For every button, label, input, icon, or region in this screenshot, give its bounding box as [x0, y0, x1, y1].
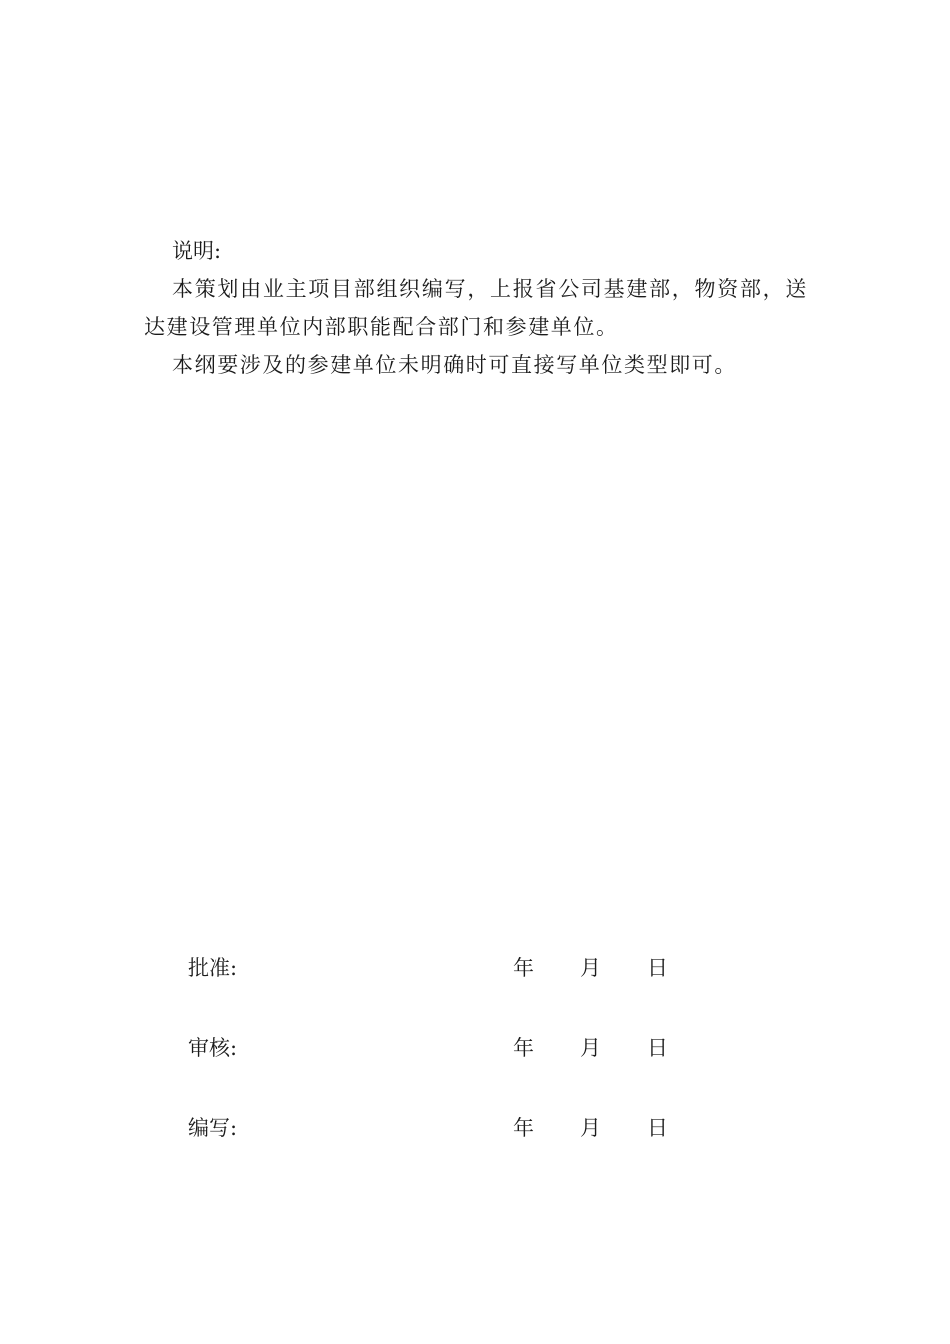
notes-heading: 说明:	[172, 239, 222, 263]
notes-paragraph-units: 本纲要涉及的参建单位未明确时可直接写单位类型即可。	[172, 353, 737, 377]
compile-row	[188, 1113, 708, 1143]
review-label: 审核:	[188, 1036, 238, 1060]
approval-year-label: 年	[513, 956, 534, 980]
compile-year-label: 年	[513, 1116, 534, 1140]
compile-day-label: 日	[647, 1116, 668, 1140]
review-month-label: 月	[580, 1036, 601, 1060]
review-day-label: 日	[647, 1036, 668, 1060]
approval-row	[188, 953, 708, 983]
notes-paragraph-distribution: 本策划由业主项目部组织编写，上报省公司基建部，物资部，送达建设管理单位内部职能配合部门和参建单位。	[144, 277, 808, 339]
approval-month-label: 月	[580, 956, 601, 980]
review-year-label: 年	[513, 1036, 534, 1060]
review-row	[188, 1033, 708, 1063]
approval-day-label: 日	[647, 956, 668, 980]
compile-label: 编写:	[188, 1116, 238, 1140]
approval-label: 批准:	[188, 956, 238, 980]
notes-section	[144, 232, 808, 384]
compile-month-label: 月	[580, 1116, 601, 1140]
